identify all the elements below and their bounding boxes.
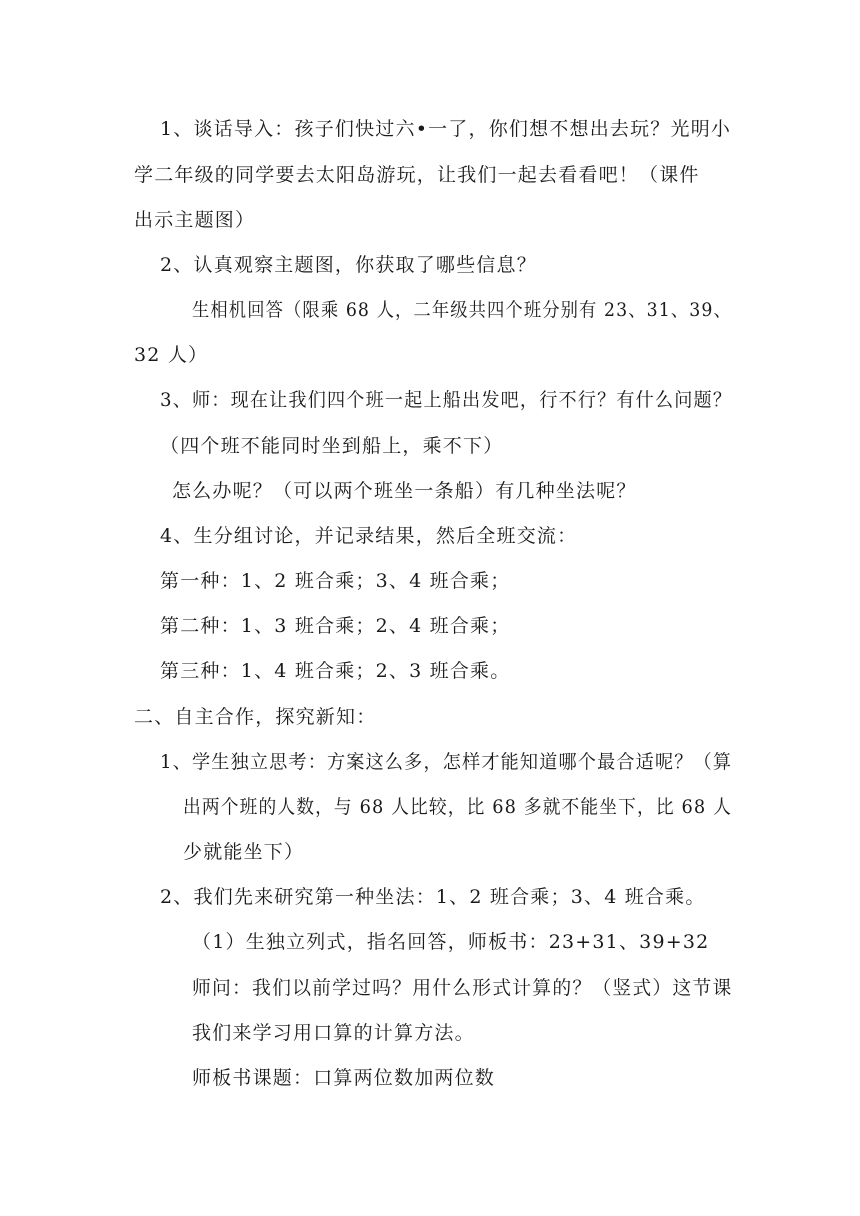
text-line: （1）生独立列式，指名回答，师板书：23+31、39+32 xyxy=(192,931,710,953)
text-line: 第三种：1、4 班合乘；2、3 班合乘。 xyxy=(160,660,511,682)
text-line: 1、谈话导入：孩子们快过六•一了，你们想不想出去玩？光明小 xyxy=(160,118,732,140)
text-line: 32 人） xyxy=(134,344,209,366)
text-line: 学二年级的同学要去太阳岛游玩，让我们一起去看看吧！（课件 xyxy=(134,164,700,186)
text-line: 出示主题图） xyxy=(134,209,256,231)
text-line: 1、学生独立思考：方案这么多，怎样才能知道哪个最合适呢？（算 xyxy=(160,751,733,773)
text-line: 师板书课题：口算两位数加两位数 xyxy=(192,1067,496,1089)
section-heading: 二、自主合作，探究新知： xyxy=(134,706,377,728)
text-line: 第一种：1、2 班合乘；3、4 班合乘； xyxy=(160,570,511,592)
text-line: 4、生分组讨论，并记录结果，然后全班交流： xyxy=(160,525,578,547)
text-line: 少就能坐下） xyxy=(183,841,305,863)
text-line: 师问：我们以前学过吗？用什么形式计算的？（竖式）这节课 xyxy=(192,977,733,999)
text-line: 出两个班的人数，与 68 人比较，比 68 多就不能坐下，比 68 人 xyxy=(183,796,732,818)
text-line: 第二种：1、3 班合乘；2、4 班合乘； xyxy=(160,615,511,637)
text-line: 我们来学习用口算的计算方法。 xyxy=(192,1022,475,1044)
text-line: 生相机回答（限乘 68 人，二年级共四个班分别有 23、31、39、 xyxy=(192,299,732,321)
text-line: 2、我们先来研究第一种坐法：1、2 班合乘；3、4 班合乘。 xyxy=(160,886,706,908)
text-line: 怎么办呢？（可以两个班坐一条船）有几种坐法呢？ xyxy=(172,480,637,502)
text-line: （四个班不能同时坐到船上，乘不下） xyxy=(160,435,504,457)
text-line: 2、认真观察主题图，你获取了哪些信息？ xyxy=(160,254,537,276)
text-line: 3、师：现在让我们四个班一起上船出发吧，行不行？有什么问题？ xyxy=(160,389,733,411)
